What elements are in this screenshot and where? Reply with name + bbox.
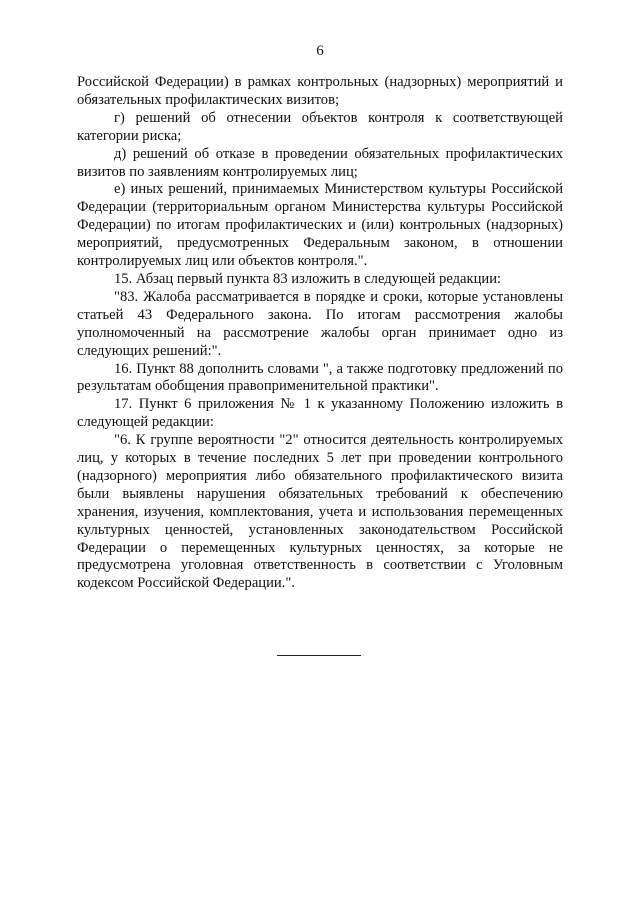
page-number: 6 [316,43,324,59]
paragraph-8: 17. Пункт 6 приложения № 1 к указанному Положению изложить в следующей редакции: [77,396,563,431]
paragraph-4: е) иных решений, принимаемых Министерством культуры Российской Федерации (территориальным органом Министерства культуры Российской Федерации) по итогам профилактических и (или) контрольных (надзорных) мероприятий, предусмотренных Федеральным законом, в отношении контролируемых лиц или объектов контроля.". [77,181,563,270]
paragraph-2: г) решений об отнесении объектов контроля к соответствующей категории риска; [77,109,563,144]
paragraph-9: "6. К группе вероятности "2" относится деятельность контролируемых лиц, у которых в течение последних 5 лет при проведении контрольного (надзорного) мероприятия либо обязательного профилактического визита были выявлены нарушения обязательных требований к обеспечению хранения, изучения, комплектования, учета и использования перемещенных культурных ценностей, установленных законодательством Российской Федерации о перемещенных культурных ценностях, за которые не предусмотрена уголовная ответственность в соответствии с Уголовным кодексом Российской Федерации.". [77,432,563,592]
end-divider-line [277,655,361,656]
paragraph-6: "83. Жалоба рассматривается в порядке и сроки, которые установлены статьей 43 Федерального закона. По итогам рассмотрения жалобы уполномоченный на рассмотрение жалобы орган принимает одно из следующих решений:". [77,288,563,359]
paragraph-5: 15. Абзац первый пункта 83 изложить в следующей редакции: [114,270,502,287]
document-body [77,74,563,593]
paragraph-3: д) решений об отказе в проведении обязательных профилактических визитов по заявлениям контролируемых лиц; [77,145,563,180]
paragraph-1: Российской Федерации) в рамках контрольных (надзорных) мероприятий и обязательных профилактических визитов; [77,74,563,108]
paragraph-7: 16. Пункт 88 дополнить словами ", а также подготовку предложений по результатам обобщения правоприменительной практики". [77,360,563,395]
